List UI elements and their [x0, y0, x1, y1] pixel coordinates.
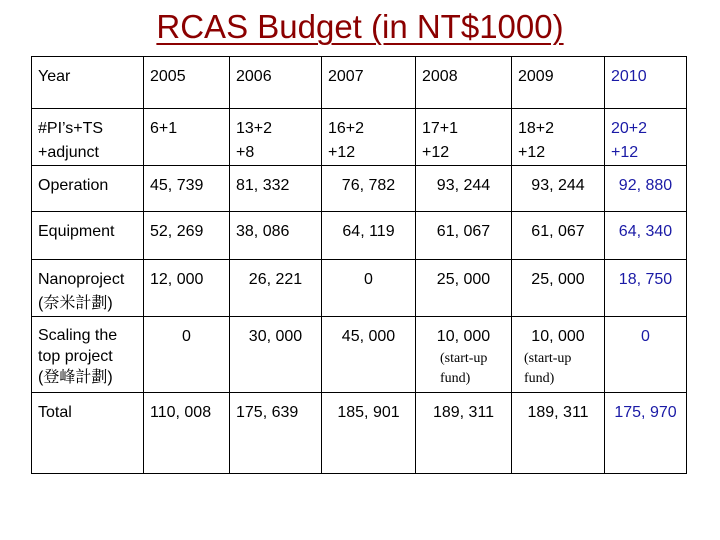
cell: 52, 269 [144, 212, 230, 260]
page-title: RCAS Budget (in NT$1000) [156, 8, 564, 45]
row-label-pis: #PI’s+TS +adjunct [32, 109, 144, 166]
cell: 110, 008 [144, 393, 230, 474]
startup-fund-note: (start-up fund) [524, 351, 572, 386]
cell: 18+2 +12 [512, 109, 605, 166]
cell: 17+1 +12 [416, 109, 512, 166]
cell: 64, 119 [322, 212, 416, 260]
cell: 20+2 +12 [605, 109, 687, 166]
row-label-scaling: Scaling the top project (登峰計劃) [32, 317, 144, 393]
year-2005: 2005 [144, 57, 230, 109]
cell: 10, 000 (start-up fund) [512, 317, 605, 393]
cell: 12, 000 [144, 260, 230, 317]
cell: 18, 750 [605, 260, 687, 317]
cell: 25, 000 [416, 260, 512, 317]
cell: 189, 311 [416, 393, 512, 474]
table-row [32, 260, 687, 317]
cell: 30, 000 [230, 317, 322, 393]
table-row [32, 109, 687, 166]
cell: 0 [322, 260, 416, 317]
cell: 93, 244 [416, 166, 512, 212]
year-2007: 2007 [322, 57, 416, 109]
cell: 10, 000 (start-up fund) [416, 317, 512, 393]
cell: 38, 086 [230, 212, 322, 260]
cell: 92, 880 [605, 166, 687, 212]
cell: 64, 340 [605, 212, 687, 260]
cell: 6+1 [144, 109, 230, 166]
cell: 16+2 +12 [322, 109, 416, 166]
row-label-nanoproject: Nanoproject (奈米計劃) [32, 260, 144, 317]
year-2008: 2008 [416, 57, 512, 109]
year-2009: 2009 [512, 57, 605, 109]
row-label-operation: Operation [32, 166, 144, 212]
year-2006: 2006 [230, 57, 322, 109]
cell: 25, 000 [512, 260, 605, 317]
cell: 93, 244 [512, 166, 605, 212]
table-row [32, 212, 687, 260]
cell: 81, 332 [230, 166, 322, 212]
cell: 26, 221 [230, 260, 322, 317]
cell: 0 [605, 317, 687, 393]
cell: 61, 067 [416, 212, 512, 260]
budget-table [31, 56, 687, 474]
startup-fund-note: (start-up fund) [440, 351, 488, 386]
cell: 61, 067 [512, 212, 605, 260]
table-row [32, 317, 687, 393]
row-label-equipment: Equipment [32, 212, 144, 260]
cell: 76, 782 [322, 166, 416, 212]
cell: 185, 901 [322, 393, 416, 474]
cell: 45, 739 [144, 166, 230, 212]
cell: 45, 000 [322, 317, 416, 393]
table-row [32, 393, 687, 474]
header-row [32, 57, 687, 109]
cell: 13+2 +8 [230, 109, 322, 166]
year-2010: 2010 [605, 57, 687, 109]
table-row [32, 166, 687, 212]
cell: 189, 311 [512, 393, 605, 474]
row-label-total: Total [32, 393, 144, 474]
cell: 0 [144, 317, 230, 393]
header-label: Year [32, 57, 144, 109]
cell: 175, 970 [605, 393, 687, 474]
cell: 175, 639 [230, 393, 322, 474]
